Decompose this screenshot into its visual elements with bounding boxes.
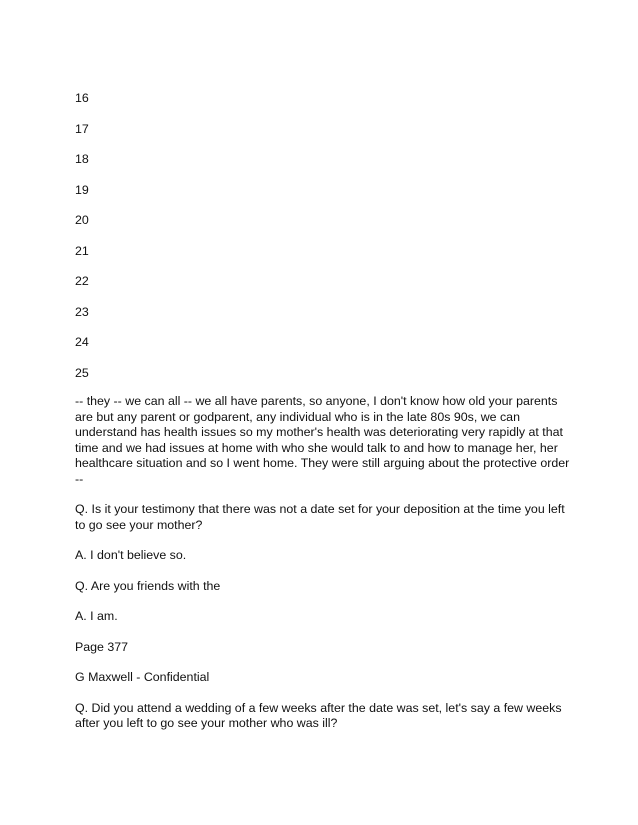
question-paragraph: Q. Did you attend a wedding of a few weeks after the date was set, let's say a few weeks after you left to go see your mother who was ill? [75,700,562,730]
question-paragraph: Q. Is it your testimony that there was not a date set for your deposition at the time you left to go see your mother? [75,502,565,532]
line-number: 18 [75,152,89,166]
confidential-header: G Maxwell - Confidential [75,670,210,684]
line-number: 19 [75,182,89,197]
line-number: 22 [75,274,89,288]
line-number-column [75,91,89,396]
line-number: 23 [75,304,89,319]
answer-paragraph: A. I am. [75,609,118,623]
transcript-body [75,394,575,747]
answer-paragraph: A. I don't believe so. [75,548,187,562]
line-number: 17 [75,121,89,136]
line-number: 21 [75,243,89,258]
line-number: 25 [75,365,89,380]
line-number: 24 [75,335,89,349]
line-number: 20 [75,213,89,227]
question-paragraph: Q. Are you friends with the [75,578,221,593]
line-number: 16 [75,91,89,105]
testimony-answer-paragraph: -- they -- we can all -- we all have parents, so anyone, I don't know how old your parents are but any parent or godparent, any individual who is in the late 80s 90s, we can understand has health issues so my mother's health was deteriorating very rapidly at that time and we had issues at home with who she would talk to and how to manage her, her healthcare situation and so I went home. They were still arguing about the protective order -- [75,394,570,486]
page-number: Page 377 [75,639,129,654]
